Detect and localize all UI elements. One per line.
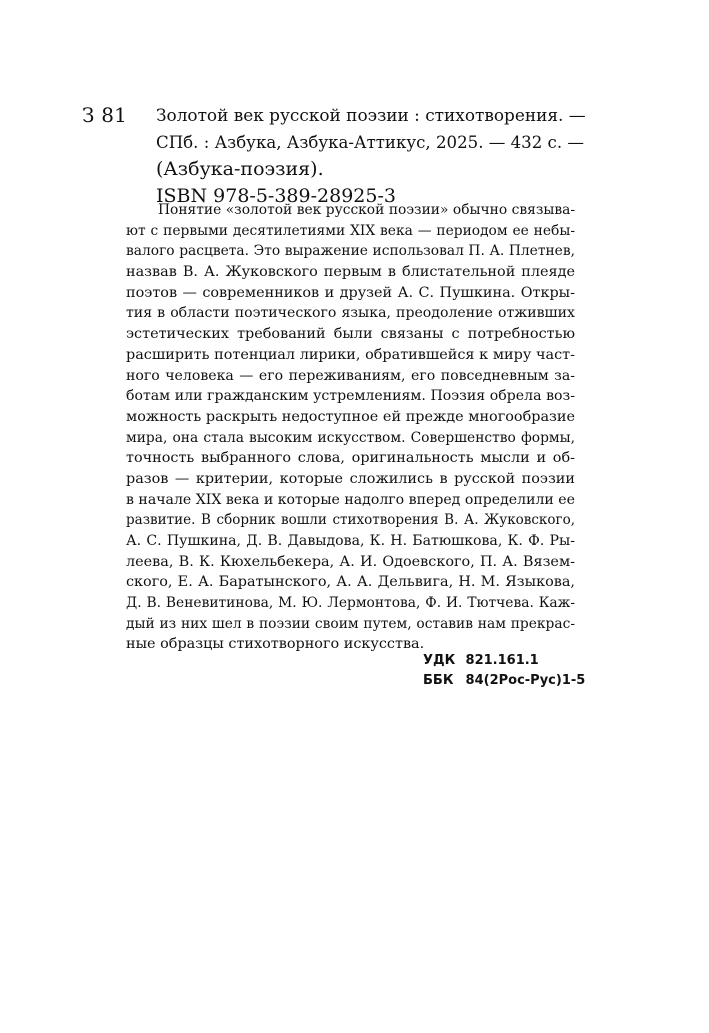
abstract-line: расширить потенциал лирики, обратившейся к миру част- — [126, 346, 575, 363]
bibliographic-heading — [156, 102, 586, 210]
heading-series-line: (Азбука-поэзия). — [156, 158, 324, 180]
heading-publisher-line: СПб. : Азбука, Азбука-Аттикус, 2025. — 432 с. — — [156, 133, 584, 152]
udk-value: 821.161.1 — [465, 653, 539, 668]
abstract-line: тия в области поэтического языка, преодоление отживших — [126, 305, 575, 322]
abstract-line: точность выбранного слова, оригинальность мысли и об- — [126, 450, 575, 467]
bbk-row — [423, 671, 585, 691]
abstract-line: дый из них шел в поэзии своим путем, оставив нам прекрас- — [126, 615, 575, 632]
catalog-code: З 81 — [82, 103, 128, 127]
abstract-paragraph — [126, 200, 575, 655]
abstract-line: поэтов — современников и друзей А. С. Пушкина. Откры- — [126, 284, 575, 301]
abstract-line: разов — критерии, которые сложились в русской поэзии — [126, 470, 575, 487]
abstract-line: ского, Е. А. Баратынского, А. А. Дельвига, Н. М. Языкова, — [126, 574, 575, 591]
abstract-line: леева, В. К. Кюхельбекера, А. И. Одоевского, П. А. Вязем- — [126, 553, 575, 570]
abstract-line: ботам или гражданским устремлениям. Поэзия обрела воз- — [126, 388, 575, 405]
bbk-value: 84(2Рос-Рус)1-5 — [465, 673, 586, 688]
abstract-line: ные образцы стихотворного искусства. — [126, 636, 425, 653]
abstract-line: развитие. В сборник вошли стихотворения В. А. Жуковского, — [126, 512, 575, 529]
classification-block — [423, 651, 585, 691]
abstract-line: можность раскрыть недоступное ей прежде многообразие — [126, 408, 575, 425]
abstract-line: Д. В. Веневитинова, М. Ю. Лермонтова, Ф. И. Тютчева. Каж- — [126, 595, 575, 612]
abstract-line: назвав В. А. Жуковского первым в блистательной плеяде — [126, 264, 575, 281]
abstract-line: А. С. Пушкина, Д. В. Давыдова, К. Н. Батюшкова, К. Ф. Ры- — [126, 533, 575, 549]
abstract-line: ют с первыми десятилетиями XIX века — периодом ее небы- — [126, 222, 575, 239]
udk-label: УДК — [423, 653, 456, 668]
abstract-line: мира, она стала высоким искусством. Совершенство формы, — [126, 429, 575, 446]
abstract-line: валого расцвета. Это выражение использовал П. А. Плетнев, — [126, 243, 575, 260]
isbn: ISBN 978-5-389-28925-3 — [156, 185, 396, 207]
abstract-line: в начале XIX века и которые надолго вперед определили ее — [126, 491, 575, 508]
abstract-line: ного человека — его переживаниям, его повседневным за- — [126, 367, 575, 384]
abstract-line: Понятие «золотой век русской поэзии» обычно связыва- — [158, 202, 575, 218]
udk-row — [423, 651, 585, 671]
abstract-line: эстетических требований были связаны с потребностью — [126, 326, 575, 343]
heading-title-line: Золотой век русской поэзии : стихотворения. — — [156, 105, 586, 125]
bbk-label: ББК — [423, 673, 454, 688]
